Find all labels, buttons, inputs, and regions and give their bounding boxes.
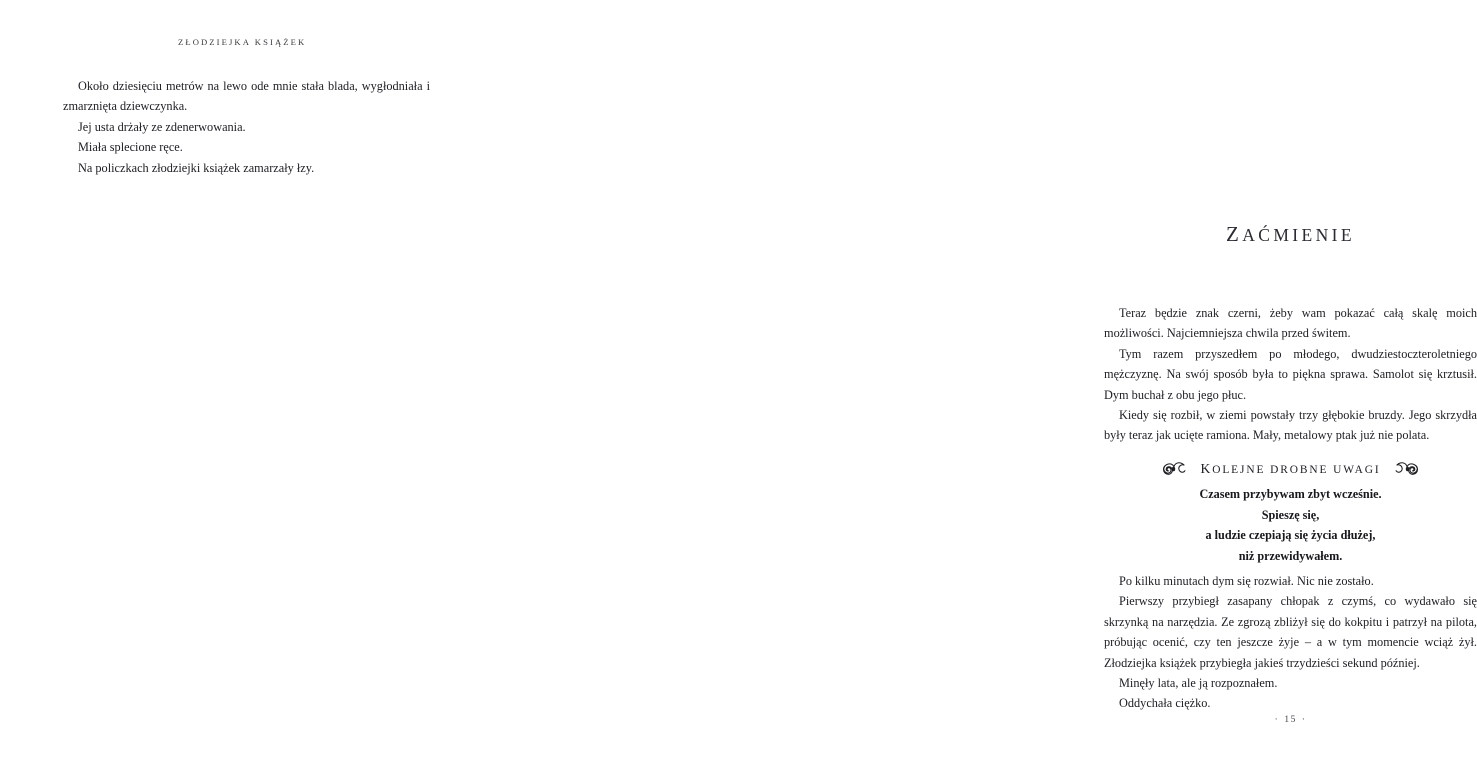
flourish-ornament-icon xyxy=(1395,460,1423,478)
paragraph: Oddychała ciężko. xyxy=(1119,696,1211,711)
paragraph: Po kilku minutach dym się rozwiał. Nic nie zostało. xyxy=(1119,574,1374,588)
page-number xyxy=(1104,714,1477,725)
verse-line: Czasem przybywam zbyt wcześnie. xyxy=(1199,487,1382,501)
section-label-initial: K xyxy=(1200,461,1213,476)
paragraph: Jej usta drżały ze zdenerwowania. xyxy=(78,119,246,134)
paragraph: Tym razem przyszedłem po młodego, dwudziestoczteroletniego mężczyznę. Na swój sposób była to piękna sprawa. Samolot się krztusił. Dym buchał z obu jego płuc. xyxy=(1104,346,1477,402)
section-note-block xyxy=(1104,458,1477,566)
chapter-title-rest: AĆMIENIE xyxy=(1242,225,1355,245)
left-page-textblock xyxy=(63,76,430,178)
paragraph: Minęły lata, ale ją rozpoznałem. xyxy=(1119,676,1278,691)
right-page-textblock-upper xyxy=(1104,303,1477,446)
section-header xyxy=(1104,458,1477,480)
running-head: ZŁODZIEJKA KSIĄŻEK xyxy=(178,37,307,47)
folio-number: 15 xyxy=(1284,714,1297,725)
folio-dot-left: · xyxy=(1274,714,1280,725)
paragraph: Około dziesięciu metrów na lewo ode mnie stała blada, wygłodniała i zmarznięta dziewczynka. xyxy=(63,79,430,114)
section-label xyxy=(1200,461,1380,477)
flourish-ornament-icon xyxy=(1158,460,1186,478)
paragraph: Pierwszy przybiegł zasapany chłopak z czymś, co wydawało się skrzynką na narzędzia. Ze zgrozą zbliżył się do kokpitu i patrzył na pilota, próbując ocenić, czy ten jeszcze żyje – a w tym momencie wciąż żył. Złodziejka książek przybiegła jakieś trzydzieści sekund później. xyxy=(1104,594,1477,670)
left-page xyxy=(0,0,504,768)
chapter-title xyxy=(1104,222,1477,247)
right-page-textblock-lower xyxy=(1104,571,1477,714)
verse-block xyxy=(1104,484,1477,566)
paragraph: Na policzkach złodziejki książek zamarzały łzy. xyxy=(78,160,315,175)
paragraph: Kiedy się rozbił, w ziemi powstały trzy głębokie bruzdy. Jego skrzydła były teraz jak ucięte ramiona. Mały, metalowy ptak już nie polata. xyxy=(1104,408,1477,443)
folio-dot-right: · xyxy=(1301,714,1307,725)
verse-line: a ludzie czepiają się życia dłużej, xyxy=(1205,528,1376,543)
paragraph: Teraz będzie znak czerni, żeby wam pokazać całą skalę moich możliwości. Najciemniejsza chwila przed świtem. xyxy=(1104,306,1477,341)
right-page xyxy=(504,0,1477,768)
paragraph: Miała splecione ręce. xyxy=(78,140,183,155)
section-label-rest: OLEJNE DROBNE UWAGI xyxy=(1212,464,1381,476)
chapter-title-initial: Z xyxy=(1226,222,1243,246)
verse-line: Spieszę się, xyxy=(1261,507,1320,522)
verse-line: niż przewidywałem. xyxy=(1238,548,1343,563)
